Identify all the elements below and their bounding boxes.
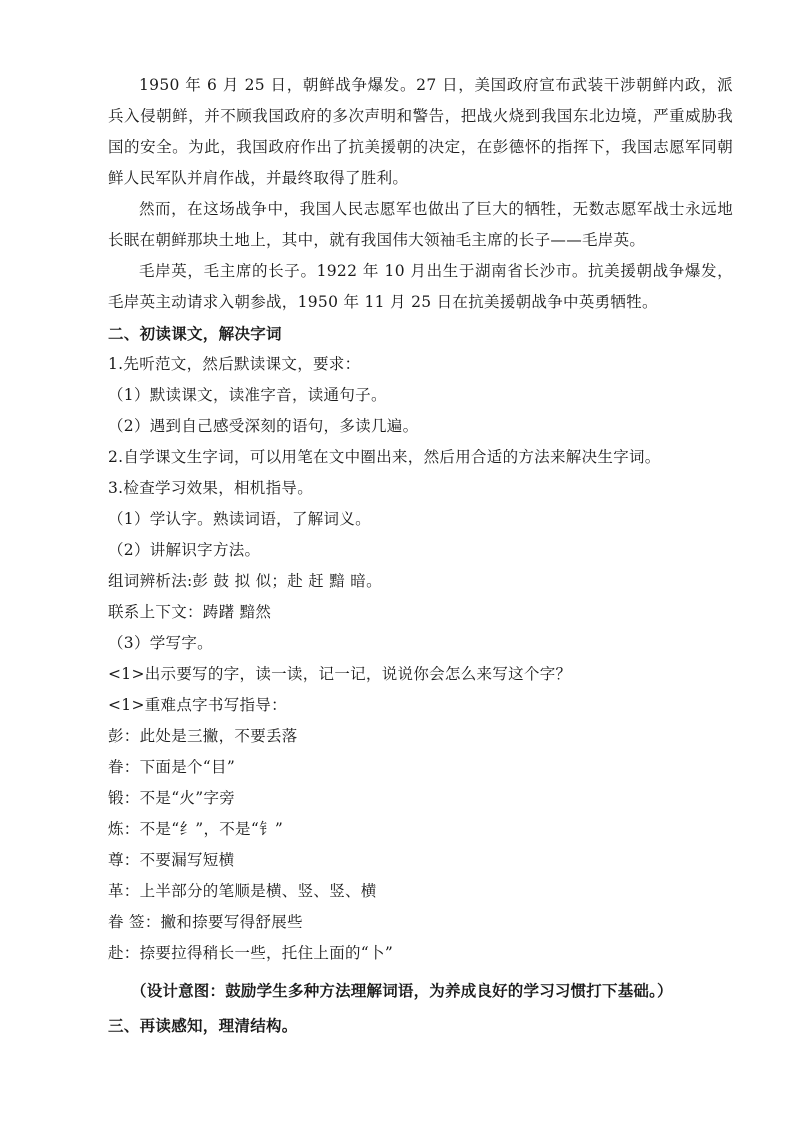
char-guide-lian: 炼：不是“纟”，不是“钅” (108, 820, 284, 838)
document-page (108, 70, 733, 1041)
step-1: 1.先听范文，然后默读课文，要求： (108, 355, 361, 373)
step-1-sub-1: （1）默读课文，读准字音，读通句子。 (108, 386, 387, 404)
intro-paragraph-3: 毛岸英，毛主席的长子。1922 年 10 月出生于湖南省长沙市。抗美援朝战争爆发，毛岸英主动请求入朝参战，1950 年 11 月 25 日在抗美援朝战争中英勇牺牲。 (108, 262, 733, 311)
step-3-sub-2: （2）讲解识字方法。 (108, 541, 261, 559)
design-note: （设计意图：鼓励学生多种方法理解词语，为养成良好的学习习惯打下基础。） (131, 981, 673, 1000)
step-3-sub-3: （3）学写字。 (108, 634, 213, 652)
intro-paragraph-1: 1950 年 6 月 25 日，朝鲜战争爆发。27 日，美国政府宣布武装干涉朝鲜内政，派兵入侵朝鲜，并不顾我国政府的多次声明和警告，把战火烧到我国东北边境，严重威胁我国的安全。为此，我国政府作出了抗美援朝的决定，在彭德怀的指挥下，我国志愿军同朝鲜人民军队并肩作战，并最终取得了胜利。 (108, 76, 733, 187)
char-guide-ge: 革：上半部分的笔顺是横、竖、竖、横 (108, 882, 377, 900)
char-guide-fu: 赴：捺要拉得稍长一些，托住上面的“卜” (108, 944, 394, 962)
step-2: 2.自学课文生字词，可以用笔在文中圈出来，然后用合适的方法来解决生字词。 (108, 448, 661, 466)
step-1-sub-2: （2）遇到自己感受深刻的语句，多读几遍。 (108, 417, 419, 435)
char-guide-juan: 眷：下面是个“目” (108, 758, 236, 776)
step-3: 3.检查学习效果，相机指导。 (108, 479, 313, 497)
step-3-sub-1: （1）学认字。熟读词语，了解词义。 (108, 510, 371, 528)
section-3-heading: 三、再读感知，理清结构。 (108, 1016, 298, 1035)
char-guide-juan-qian: 眷 签：撇和捺要写得舒展些 (108, 913, 303, 931)
word-comparison: 组词辨析法:彭 鼓 拟 似；赴 赶 黯 暗。 (108, 572, 382, 590)
writing-step-1: <1>出示要写的字，读一读，记一记，说说你会怎么来写这个字？ (108, 665, 572, 683)
intro-paragraph-2: 然而，在这场战争中，我国人民志愿军也做出了巨大的牺牲，无数志愿军战士永远地长眠在朝鲜那块土地上，其中，就有我国伟大领袖毛主席的长子——毛岸英。 (108, 200, 733, 249)
char-guide-peng: 彭：此处是三撇，不要丢落 (108, 727, 298, 745)
char-guide-zun: 尊：不要漏写短横 (108, 851, 235, 869)
writing-step-2: <1>重难点字书写指导： (108, 696, 287, 714)
context-words: 联系上下文：踌躇 黯然 (108, 603, 272, 621)
char-guide-duan: 锻：不是“火”字旁 (108, 789, 236, 807)
section-2-heading: 二、初读课文，解决字词 (108, 324, 282, 343)
